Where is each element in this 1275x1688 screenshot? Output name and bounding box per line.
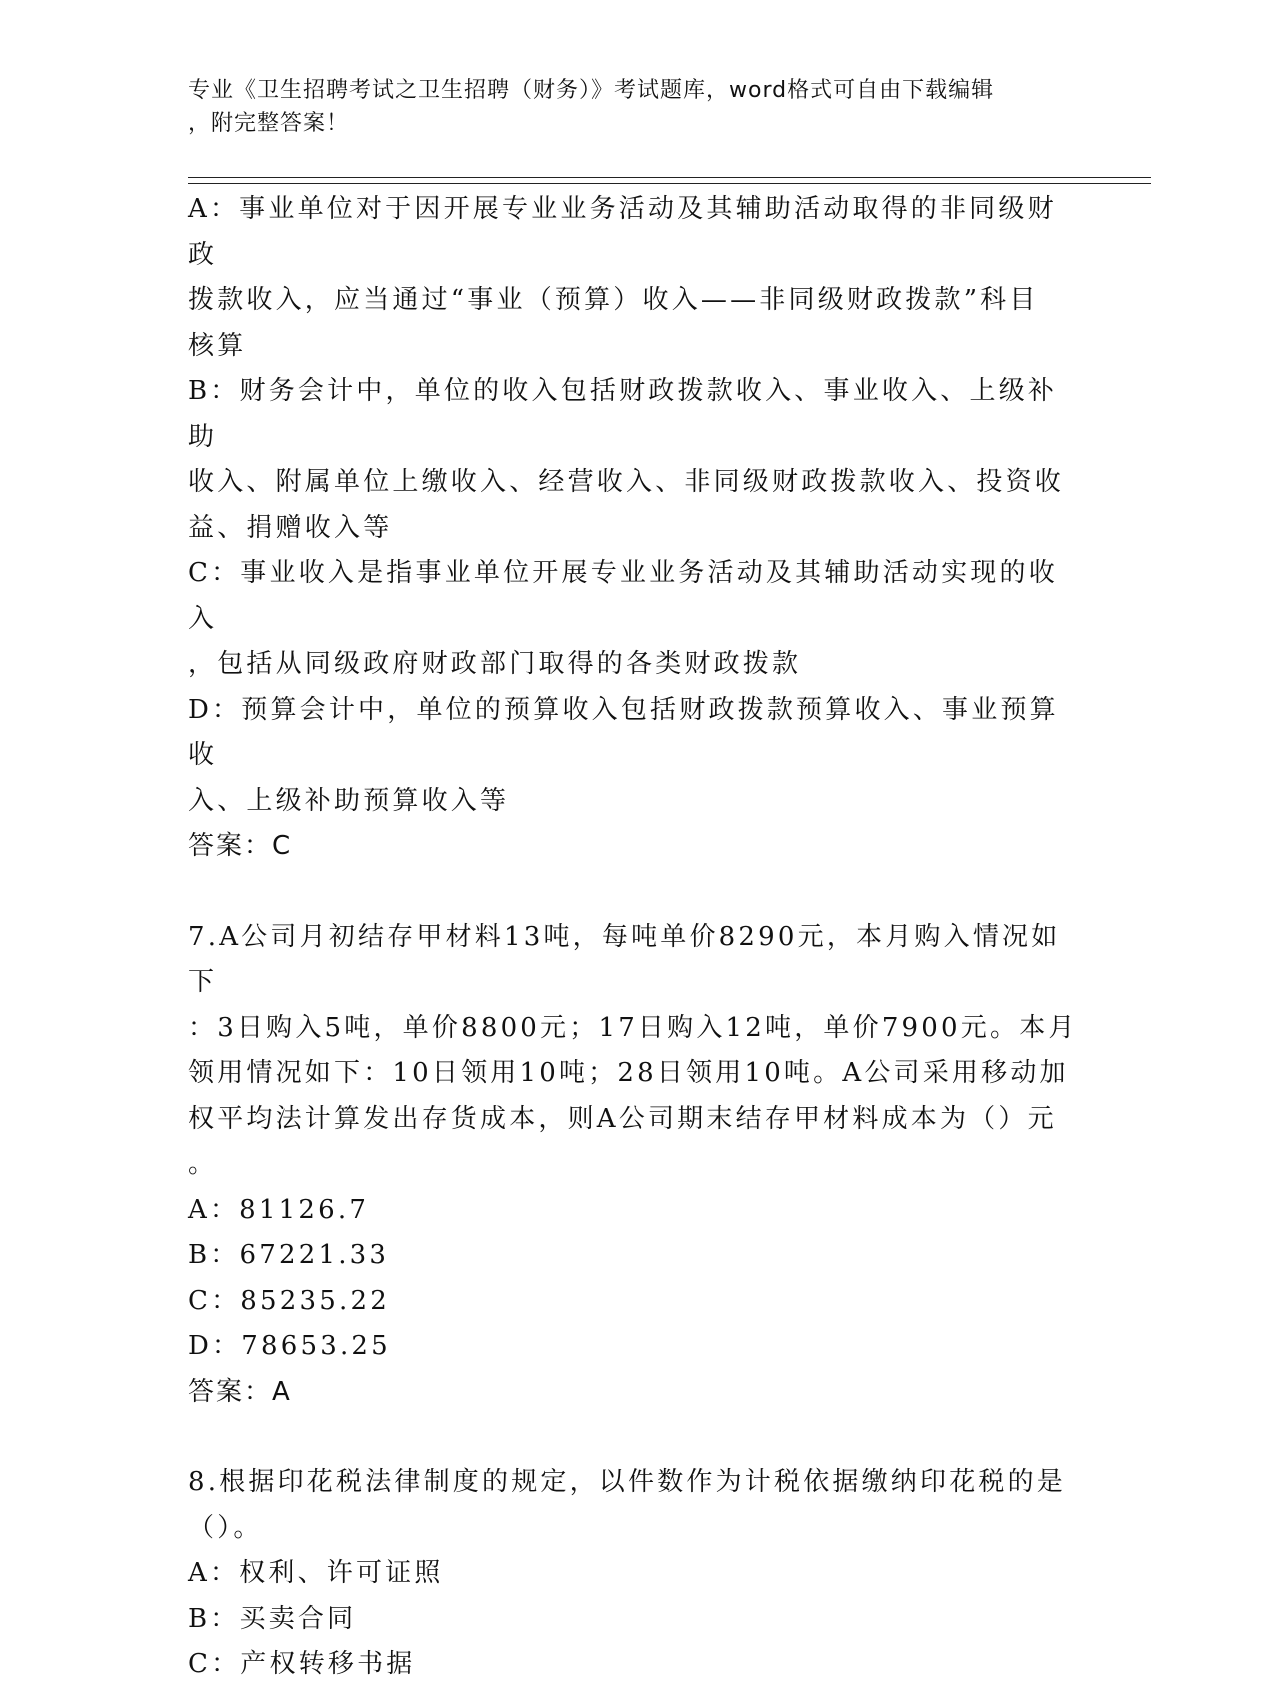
document-body (188, 187, 1080, 1688)
q6-option-a-line-1: A：事业单位对于因开展专业业务活动及其辅助活动取得的非同级财政 (188, 194, 1057, 270)
q8-stem (188, 1460, 1080, 1551)
q6-option-a-line-2: 拨款收入，应当通过“事业（预算）收入——非同级财政拨款”科目 (188, 285, 1039, 315)
q8-stem-line-2: （）。 (188, 1512, 263, 1543)
header-divider-top (188, 177, 1151, 178)
q6-option-c (188, 551, 1080, 688)
q8-stem-line-1: 8.根据印花税法律制度的规定，以件数作为计税依据缴纳印花税的是 (188, 1467, 1067, 1497)
q6-option-b-line-2: 收入、附属单位上缴收入、经营收入、非同级财政拨款收入、投资收 (188, 467, 1065, 497)
q7-answer: 答案：A (188, 1376, 292, 1407)
question-7 (188, 915, 1080, 1416)
document-header (188, 74, 1068, 140)
q7-stem (188, 915, 1080, 1188)
q8-option-a: A：权利、许可证照 (188, 1558, 444, 1588)
spacer (188, 1415, 1080, 1460)
q6-answer: 答案：C (188, 831, 293, 861)
q7-stem-line-5: 。 (188, 1149, 218, 1179)
q8-option-b: B：买卖合同 (188, 1603, 357, 1634)
q6-option-b-line-3: 益、捐赠收入等 (188, 512, 393, 543)
q6-option-d-line-1: D：预算会计中，单位的预算收入包括财政拨款预算收入、事业预算收 (188, 694, 1059, 770)
q6-option-b-line-1: B：财务会计中，单位的收入包括财政拨款收入、事业收入、上级补助 (188, 376, 1058, 452)
header-line-2: ，附完整答案！ (188, 111, 350, 136)
q6-option-b (188, 369, 1080, 551)
q7-stem-line-1: 7.A公司月初结存甲材料13吨，每吨单价8290元，本月购入情况如下 (188, 921, 1061, 997)
q6-option-a-line-3: 核算 (188, 330, 247, 361)
question-8 (188, 1460, 1080, 1688)
q6-option-c-line-1: C：事业收入是指事业单位开展专业业务活动及其辅助活动实现的收入 (188, 558, 1058, 634)
header-line-1: 专业《卫生招聘考试之卫生招聘（财务）》考试题库，word格式可自由下载编辑 (188, 78, 995, 103)
q7-option-c: C：85235.22 (188, 1285, 390, 1316)
q6-option-a (188, 187, 1080, 369)
q6-option-c-line-2: ，包括从同级政府财政部门取得的各类财政拨款 (188, 649, 802, 679)
q7-option-a: A：81126.7 (188, 1194, 370, 1225)
q7-option-b: B：67221.33 (188, 1240, 390, 1270)
q7-stem-line-4: 权平均法计算发出存货成本，则A公司期末结存甲材料成本为（）元 (188, 1103, 1057, 1134)
q6-option-d-line-2: 入、上级补助预算收入等 (188, 785, 510, 816)
q7-stem-line-3: 领用情况如下：10日领用10吨；28日领用10吨。A公司采用移动加 (188, 1058, 1069, 1088)
spacer (188, 870, 1080, 915)
q7-option-d: D：78653.25 (188, 1331, 391, 1361)
question-6 (188, 187, 1080, 870)
q6-option-d (188, 688, 1080, 825)
header-divider-bottom (188, 183, 1151, 184)
q8-option-c: C：产权转移书据 (188, 1649, 416, 1679)
q7-stem-line-2: ：3日购入5吨，单价8800元；17日购入12吨，单价7900元。本月 (188, 1012, 1078, 1043)
